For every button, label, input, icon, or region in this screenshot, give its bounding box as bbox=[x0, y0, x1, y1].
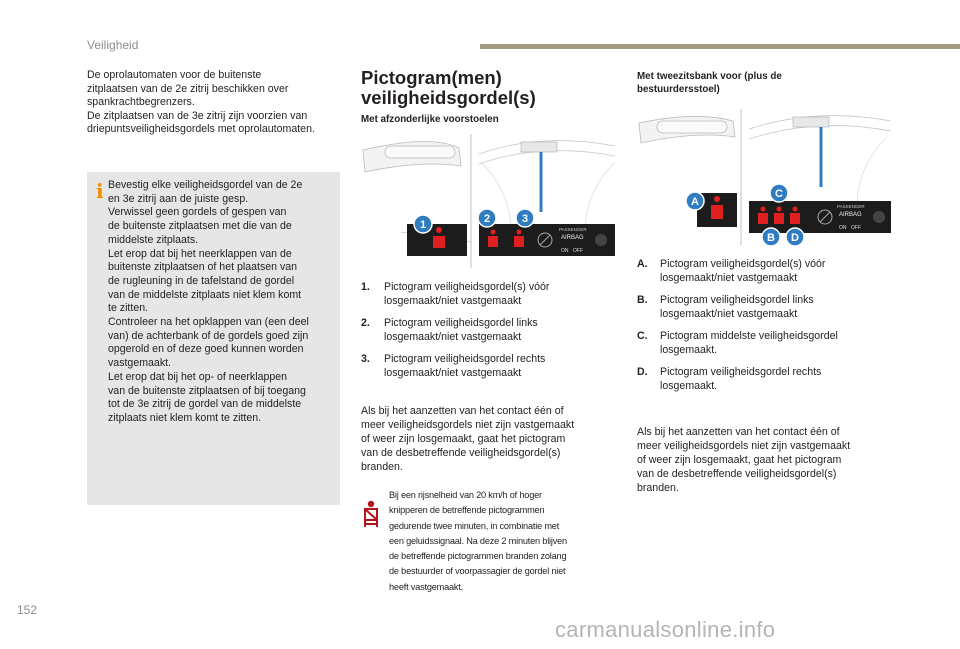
info-line: de rugleuning in de tafelstand de gordel bbox=[108, 274, 295, 287]
warn-line: gedurende twee minuten, in combinatie met bbox=[389, 520, 560, 531]
item-line: Pictogram veiligheidsgordel(s) vóór bbox=[660, 258, 826, 270]
list-item bbox=[637, 257, 887, 285]
svg-text:A: A bbox=[691, 196, 699, 208]
list-item bbox=[361, 316, 611, 344]
item-number: D. bbox=[637, 366, 648, 378]
intro-line: De oprolautomaten voor de buitenste bbox=[87, 69, 262, 81]
info-line: en 3e zitrij aan de juiste gesp. bbox=[108, 192, 249, 205]
watermark: carmanualsonline.info bbox=[555, 617, 776, 642]
para-line: branden. bbox=[361, 461, 403, 473]
svg-text:3: 3 bbox=[521, 213, 529, 225]
item-line: Pictogram middelste veiligheidsgordel bbox=[660, 330, 838, 342]
svg-text:D: D bbox=[791, 232, 799, 244]
title-line: Pictogram(men) bbox=[361, 67, 502, 88]
info-line: opgerold en of deze goed kunnen worden bbox=[108, 343, 304, 356]
info-line: Controleer na het opklappen van (een deel bbox=[108, 316, 309, 329]
item-number: 1. bbox=[361, 281, 370, 293]
dashboard-illustration bbox=[637, 107, 893, 247]
item-line: losgemaakt/niet vastgemaakt bbox=[660, 308, 798, 320]
list-item bbox=[361, 280, 611, 308]
warn-line: een geluidssignaal. Na deze 2 minuten blijven bbox=[389, 535, 567, 546]
svg-text:OFF: OFF bbox=[851, 225, 861, 231]
item-number: A. bbox=[637, 258, 648, 270]
item-line: losgemaakt/niet vastgemaakt bbox=[384, 295, 522, 307]
para-line: meer veiligheidsgordels niet zijn vastgemaakt bbox=[637, 440, 851, 452]
info-line: buitenste zitplaatsen of het plaatsen van bbox=[108, 261, 298, 274]
intro-paragraph bbox=[87, 69, 337, 137]
info-box bbox=[87, 172, 340, 505]
figure-bench-seat bbox=[637, 107, 893, 247]
figure-separate-seats bbox=[361, 132, 617, 270]
callout-1 bbox=[414, 215, 432, 233]
item-number: 2. bbox=[361, 317, 370, 329]
svg-text:PASSENGER: PASSENGER bbox=[559, 227, 587, 232]
para-line: meer veiligheidsgordels niet zijn vastgemaakt bbox=[361, 419, 575, 431]
item-line: losgemaakt/niet vastgemaakt bbox=[660, 272, 798, 284]
item-line: losgemaakt/niet vastgemaakt bbox=[384, 331, 522, 343]
callout-a bbox=[686, 192, 704, 210]
header-divider-bar bbox=[480, 44, 960, 49]
list-item bbox=[637, 329, 887, 357]
info-line: te zitten. bbox=[108, 302, 149, 315]
subtitle-line: bestuurdersstoel) bbox=[637, 84, 720, 95]
subtitle-bench-seat bbox=[637, 70, 877, 96]
legend-list-separate bbox=[361, 280, 611, 388]
title-line: veiligheidsgordel(s) bbox=[361, 87, 536, 108]
warn-line: de bestuurder of voorpassagier de gordel niet bbox=[389, 566, 566, 577]
item-line: Pictogram veiligheidsgordel(s) vóór bbox=[384, 281, 550, 293]
item-number: 3. bbox=[361, 353, 370, 365]
callout-b bbox=[762, 228, 780, 246]
info-line: van de buitenste zitplaatsen of bij toegang bbox=[108, 384, 306, 397]
info-line: vastgemaakt. bbox=[108, 357, 172, 370]
item-line: Pictogram veiligheidsgordel rechts bbox=[660, 366, 822, 378]
subtitle-separate-seats: Met afzonderlijke voorstoelen bbox=[361, 114, 499, 125]
info-line: Bevestig elke veiligheidsgordel van de 2e bbox=[108, 179, 303, 191]
svg-text:C: C bbox=[775, 188, 783, 200]
info-line: middelste zitplaats. bbox=[108, 233, 199, 246]
intro-line: zitplaatsen van de 2e zitrij beschikken over bbox=[87, 82, 289, 95]
item-line: losgemaakt/niet vastgemaakt bbox=[384, 367, 522, 379]
legend-list-bench bbox=[637, 257, 887, 401]
intro-line: driepuntsveiligheidsgordels met oprolautomaten. bbox=[87, 123, 315, 136]
para-line: van de desbetreffende veiligheidsgordel(s) bbox=[637, 468, 837, 480]
svg-text:ON: ON bbox=[839, 225, 847, 231]
svg-text:OFF: OFF bbox=[573, 248, 583, 254]
callout-2 bbox=[478, 209, 496, 227]
list-item bbox=[361, 352, 611, 380]
warn-line: de betreffende pictogrammen branden zolang bbox=[389, 551, 567, 562]
callout-3 bbox=[516, 209, 534, 227]
dashboard-illustration bbox=[361, 132, 617, 270]
info-line: tot de 3e zitrij de gordel van de middelste bbox=[108, 398, 302, 411]
item-line: Pictogram veiligheidsgordel links bbox=[660, 294, 814, 306]
page-number: 152 bbox=[17, 603, 38, 617]
info-line: van de middelste zitplaats niet klem komt bbox=[108, 288, 302, 301]
callout-d bbox=[786, 228, 804, 246]
para-line: of weer zijn losgemaakt, gaat het pictogram bbox=[361, 433, 566, 445]
list-item bbox=[637, 293, 887, 321]
list-item bbox=[637, 365, 887, 393]
item-line: Pictogram veiligheidsgordel links bbox=[384, 317, 538, 329]
info-line: de buitenste zitplaatsen met die van de bbox=[108, 220, 292, 233]
item-number: B. bbox=[637, 294, 648, 306]
svg-text:AIRBAG: AIRBAG bbox=[561, 235, 584, 241]
svg-text:PASSENGER: PASSENGER bbox=[837, 204, 865, 209]
info-line: Let erop dat bij het op- of neerklappen bbox=[108, 370, 288, 383]
para-line: Als bij het aanzetten van het contact één of bbox=[637, 426, 840, 438]
item-number: C. bbox=[637, 330, 648, 342]
para-line: of weer zijn losgemaakt, gaat het pictogram bbox=[637, 454, 842, 466]
subtitle-line: Met tweezitsbank voor (plus de bbox=[637, 71, 782, 82]
warn-line: heeft vastgemaakt. bbox=[389, 581, 464, 592]
ignition-paragraph bbox=[361, 404, 611, 474]
section-title: Veiligheid bbox=[87, 38, 139, 52]
seatbelt-warning-icon bbox=[361, 500, 381, 528]
item-line: losgemaakt. bbox=[660, 344, 718, 356]
intro-line: De zitplaatsen van de 3e zitrij zijn voorzien van bbox=[87, 109, 308, 122]
info-line: Let erop dat bij het neerklappen van de bbox=[108, 247, 292, 260]
intro-line: spankrachtbegrenzers. bbox=[87, 96, 195, 109]
para-line: branden. bbox=[637, 482, 679, 494]
svg-text:2: 2 bbox=[483, 213, 491, 225]
para-line: van de desbetreffende veiligheidsgordel(s) bbox=[361, 447, 561, 459]
info-text bbox=[108, 179, 340, 426]
info-line: van) de achterbank of de gordels goed zijn bbox=[108, 329, 309, 342]
ignition-paragraph-bench bbox=[637, 425, 887, 495]
svg-text:1: 1 bbox=[419, 219, 427, 231]
svg-text:B: B bbox=[767, 232, 775, 244]
warn-line: knipperen de betreffende pictogrammen bbox=[389, 505, 545, 516]
item-line: Pictogram veiligheidsgordel rechts bbox=[384, 353, 546, 365]
info-icon: i bbox=[96, 179, 104, 203]
callout-c bbox=[770, 184, 788, 202]
page-title bbox=[361, 68, 621, 108]
warning-note bbox=[389, 488, 614, 595]
svg-text:AIRBAG: AIRBAG bbox=[839, 212, 862, 218]
svg-text:ON: ON bbox=[561, 248, 569, 254]
warn-line: Bij een rijsnelheid van 20 km/h of hoger bbox=[389, 490, 542, 500]
info-line: zitplaats niet klem komt te zitten. bbox=[108, 411, 262, 424]
para-line: Als bij het aanzetten van het contact één of bbox=[361, 405, 564, 417]
info-line: Verwissel geen gordels of gespen van bbox=[108, 206, 287, 219]
item-line: losgemaakt. bbox=[660, 380, 718, 392]
